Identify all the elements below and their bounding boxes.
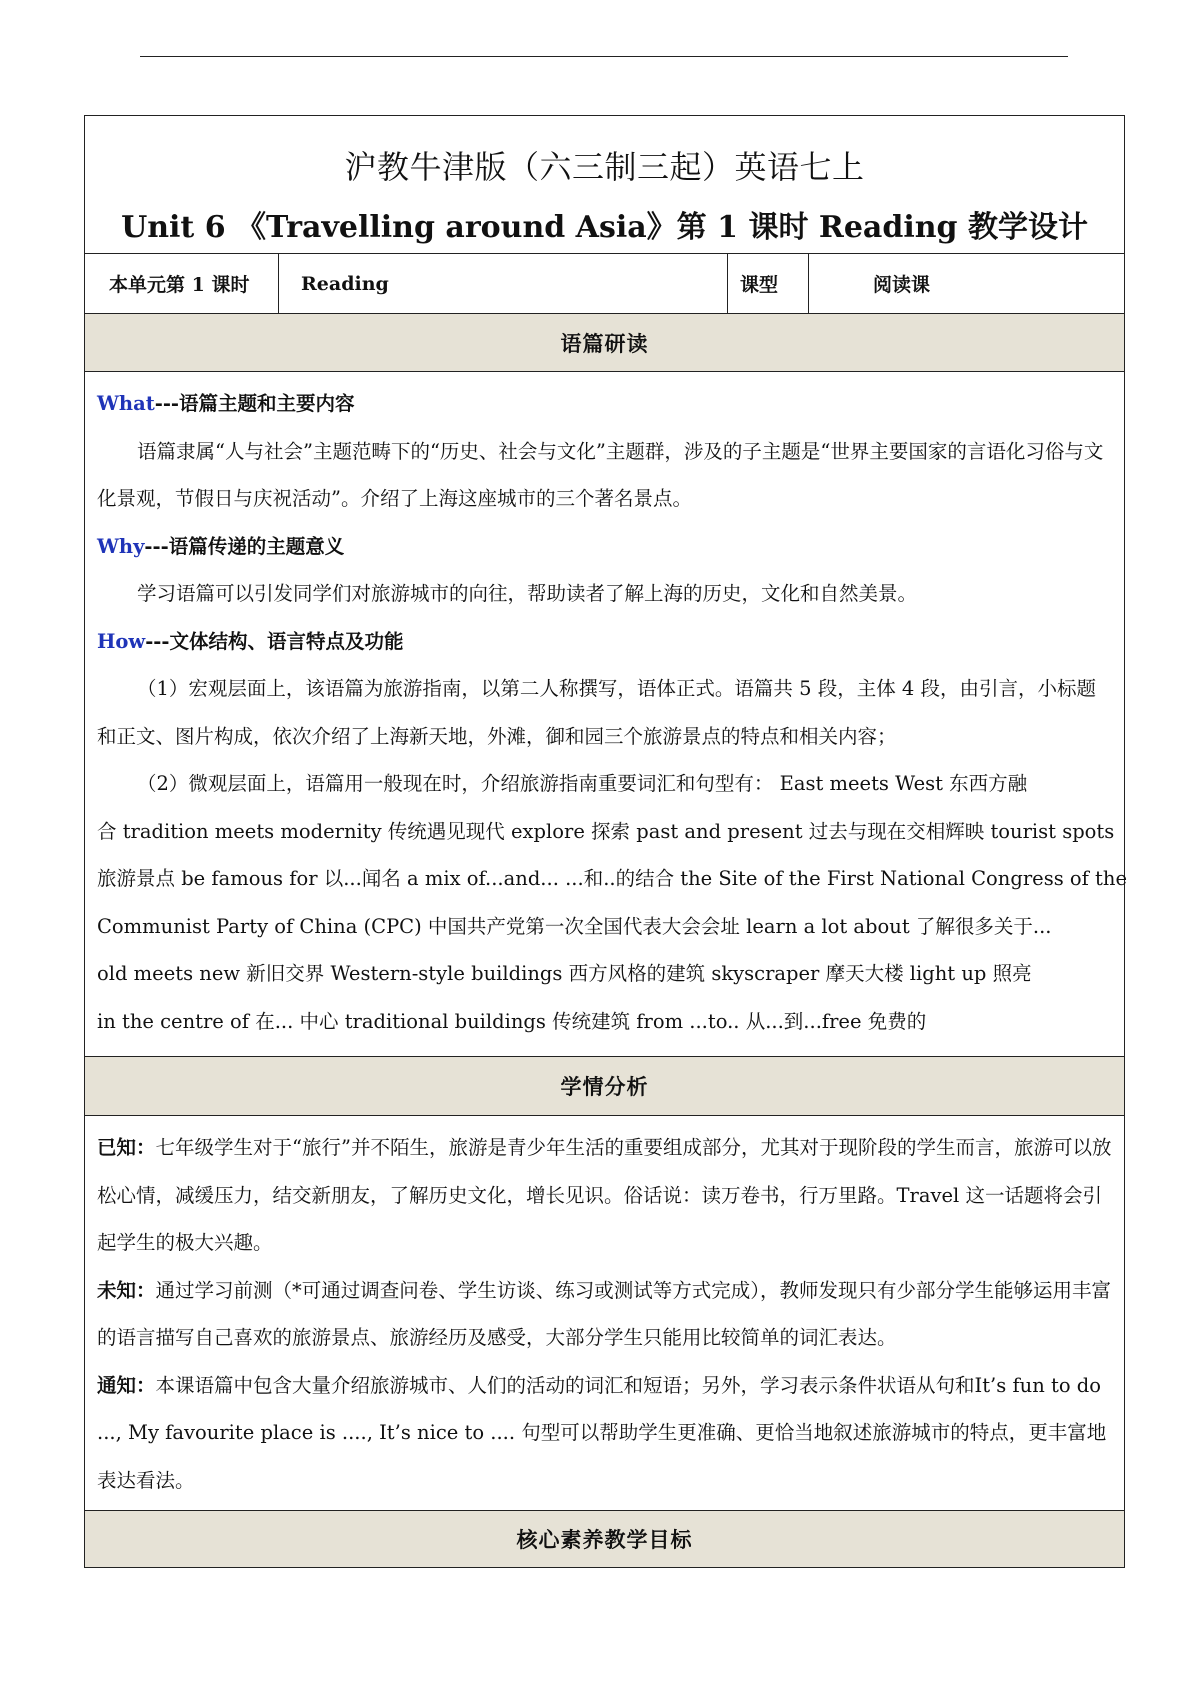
unknown-body: 通过学习前测（*可通过调查问卷、学生访谈、练习或测试等方式完成），教师发现只有少部分学生能够运用丰富的语言描写自己喜欢的旅游景点、旅游经历及感受，大部分学生只能用比较简单的词汇表达。 — [97, 1278, 1112, 1349]
known-label: 已知： — [97, 1136, 156, 1159]
lesson-value: Reading — [279, 254, 728, 314]
general-body: 本课语篇中包含大量介绍旅游城市、人们的活动的词汇和短语；另外，学习表示条件状语从句和It’s fun to do ..., My favourite place is ...., It’s nice to .... 句型可以帮助学生更准确、更恰当地叙述旅游城市的特点，更丰富地表达看法。 — [97, 1373, 1107, 1492]
what-label: What — [97, 392, 155, 415]
title-cell — [85, 116, 1125, 254]
section-heading-core-goals: 核心素养教学目标 — [85, 1511, 1125, 1568]
known-body: 七年级学生对于“旅行”并不陌生，旅游是青少年生活的重要组成部分，尤其对于现阶段的学生而言，旅游可以放松心情，减缓压力，结交新朋友，了解历史文化，增长见识。俗话说：读万卷书，行万里路。Travel 这一话题将会引起学生的极大兴趣。 — [97, 1136, 1112, 1254]
document-title: 沪教牛津版（六三制三起）英语七上 — [344, 147, 865, 186]
how-p2-line: in the centre of 在... 中心 traditional buildings 传统建筑 from ...to.. 从...到...free 免费的 — [97, 1009, 927, 1033]
how-paragraph-2 — [97, 760, 1127, 1045]
general-paragraph — [97, 1362, 1114, 1505]
type-label: 课型 — [728, 254, 809, 314]
how-p2-line: 旅游景点 be famous for 以...闻名 a mix of...and... ...和..的结合 the Site of the First National Congress of the — [97, 867, 1127, 890]
how-p2-line: （2）微观层面上，语篇用一般现在时，介绍旅游指南重要词汇和句型有： East meets West 东西方融 — [137, 772, 1028, 795]
how-p2-line: old meets new 新旧交界 Western-style buildings 西方风格的建筑 skyscraper 摩天大楼 light up 照亮 — [97, 962, 1032, 985]
document-subtitle: Unit 6 《Travelling around Asia》第 1 课时 Reading 教学设计 — [121, 209, 1088, 245]
text-study-content — [85, 372, 1125, 1057]
how-p2-line: Communist Party of China (CPC) 中国共产党第一次全国代表大会会址 learn a lot about 了解很多关于... — [97, 914, 1052, 938]
how-heading — [97, 618, 1114, 666]
lesson-plan-table — [84, 115, 1125, 1568]
what-heading — [97, 380, 1114, 428]
how-p2-line: 合 tradition meets modernity 传统遇见现代 explore 探索 past and present 过去与现在交相辉映 tourist spots — [97, 819, 1115, 843]
general-label: 通知： — [97, 1373, 156, 1397]
meta-row — [85, 254, 1125, 314]
section-heading-text-study: 语篇研读 — [85, 314, 1125, 372]
what-title: ---语篇主题和主要内容 — [154, 392, 355, 415]
unknown-label: 未知： — [97, 1278, 156, 1302]
section-heading-learner-analysis: 学情分析 — [85, 1057, 1125, 1116]
how-paragraph-1: （1）宏观层面上，该语篇为旅游指南，以第二人称撰写，语体正式。语篇共 5 段，主体 4 段，由引言，小标题和正文、图片构成，依次介绍了上海新天地，外滩，御和园三个旅游景点的特点和相关内容； — [97, 677, 1097, 748]
header-rule — [140, 56, 1068, 57]
why-body: 学习语篇可以引发同学们对旅游城市的向往，帮助读者了解上海的历史，文化和自然美景。 — [137, 582, 918, 605]
how-title: ---文体结构、语言特点及功能 — [145, 629, 404, 653]
how-label: How — [97, 629, 146, 653]
unknown-paragraph — [97, 1267, 1114, 1362]
learner-analysis-content — [85, 1116, 1125, 1511]
why-title: ---语篇传递的主题意义 — [144, 534, 345, 558]
why-heading — [97, 523, 1114, 571]
what-body: 语篇隶属“人与社会”主题范畴下的“历史、社会与文化”主题群，涉及的子主题是“世界主要国家的言语化习俗与文化景观，节假日与庆祝活动”。介绍了上海这座城市的三个著名景点。 — [97, 439, 1104, 510]
known-paragraph — [97, 1124, 1114, 1267]
type-value: 阅读课 — [809, 254, 1125, 314]
lesson-label: 本单元第 1 课时 — [85, 254, 279, 314]
why-label: Why — [97, 534, 145, 558]
